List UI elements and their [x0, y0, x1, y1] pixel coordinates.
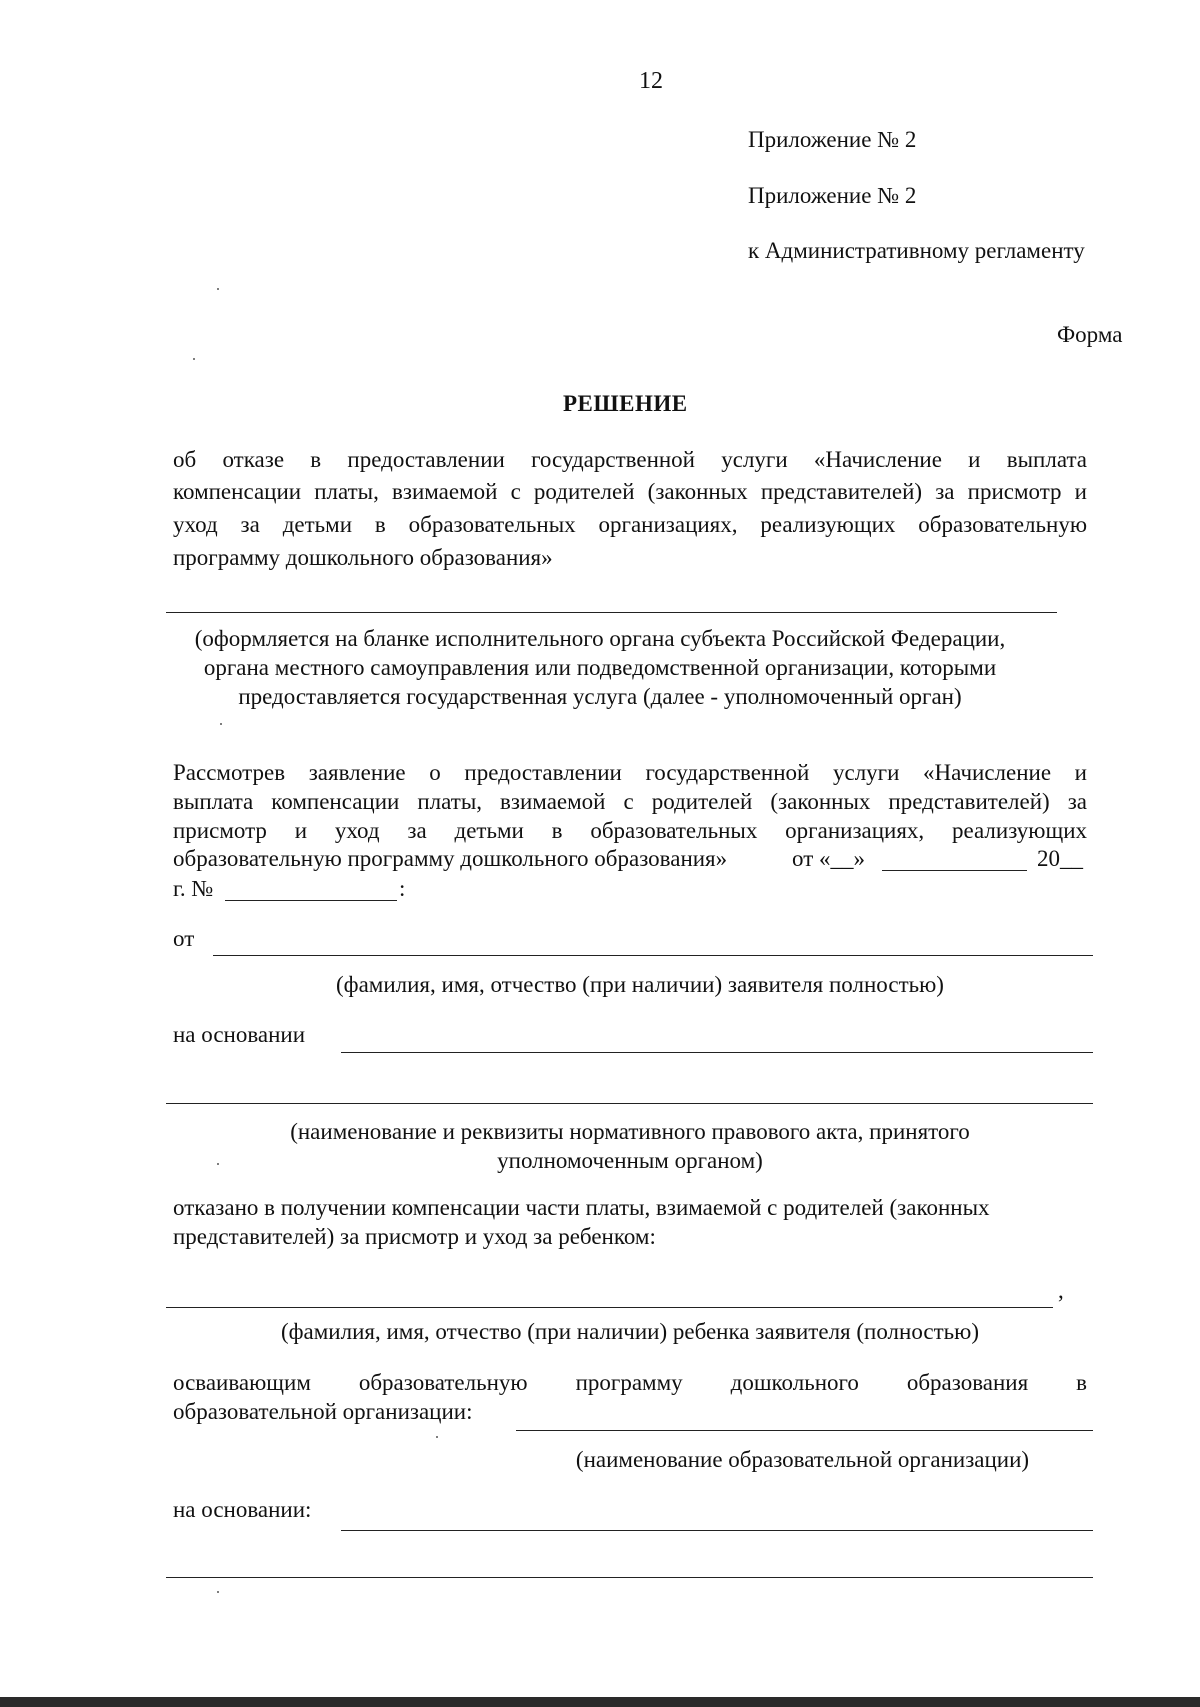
reg-number-colon: : [399, 876, 406, 901]
basis2-line-2 [166, 1577, 1093, 1578]
page-number: 12 [639, 68, 663, 94]
org-name-line [516, 1430, 1093, 1431]
subject-line-4: программу дошкольного образования» [173, 545, 553, 570]
letterhead-note-2: органа местного самоуправления или подведомственной организации, которыми [203, 655, 997, 680]
form-label: Форма [1057, 322, 1123, 347]
scan-speck [436, 1436, 438, 1438]
appendix-line-1: Приложение № 2 [748, 127, 917, 152]
subject-line-3: уход за детьми в образовательных организациях, реализующих образовательную [173, 512, 1087, 537]
basis-label-2: на основании: [173, 1497, 312, 1522]
mastering-line-2: образовательной организации: [173, 1399, 473, 1424]
appendix-line-3: к Административному регламенту [748, 238, 1085, 263]
child-name-line [166, 1307, 1053, 1308]
considered-line-1: Рассмотрев заявление о предоставлении государственной услуги «Начисление и [173, 760, 1087, 785]
scan-speck [193, 358, 195, 360]
scan-speck [220, 723, 222, 725]
child-comma: , [1058, 1278, 1064, 1303]
basis-line-2 [166, 1103, 1093, 1104]
date-from: от «__» [792, 846, 865, 871]
date-month-blank [882, 870, 1027, 871]
scan-speck [217, 1591, 219, 1593]
act-caption-1: (наименование и реквизиты нормативного правового акта, принятого [290, 1119, 970, 1144]
from-label: от [173, 926, 195, 951]
scan-speck [217, 288, 219, 290]
letterhead-note-1: (оформляется на бланке исполнительного органа субъекта Российской Федерации, [194, 626, 1006, 651]
reg-number-blank [225, 900, 397, 901]
document-title: РЕШЕНИЕ [563, 391, 688, 416]
refused-line-1: отказано в получении компенсации части платы, взимаемой с родителей (законных [173, 1195, 990, 1220]
basis-label: на основании [173, 1022, 306, 1047]
basis-line-1 [341, 1052, 1093, 1053]
scan-speck [217, 1163, 219, 1165]
applicant-caption: (фамилия, имя, отчество (при наличии) заявителя полностью) [336, 972, 944, 997]
considered-line-3: присмотр и уход за детьми в образовательных организациях, реализующих [173, 818, 1087, 843]
letterhead-line [166, 612, 1057, 613]
mastering-line-1: осваивающим образовательную программу дошкольного образования в [173, 1370, 1087, 1395]
act-caption-2: уполномоченным органом) [497, 1148, 763, 1173]
considered-line-4: образовательную программу дошкольного образования» [173, 846, 728, 871]
refused-line-2: представителей) за присмотр и уход за ребенком: [173, 1224, 656, 1249]
applicant-name-line [213, 955, 1093, 956]
subject-line-1: об отказе в предоставлении государственной услуги «Начисление и выплата [173, 447, 1087, 472]
reg-number-label: г. № [173, 876, 214, 901]
basis2-line-1 [341, 1530, 1093, 1531]
scan-bottom-edge [0, 1697, 1200, 1707]
date-year-prefix: 20__ [1037, 846, 1083, 871]
subject-line-2: компенсации платы, взимаемой с родителей (законных представителей) за присмотр и [173, 479, 1087, 504]
child-caption: (фамилия, имя, отчество (при наличии) ребенка заявителя (полностью) [280, 1319, 979, 1344]
org-caption: (наименование образовательной организации) [575, 1447, 1030, 1472]
letterhead-note-3: предоставляется государственная услуга (далее - уполномоченный орган) [238, 684, 962, 709]
appendix-line-2: Приложение № 2 [748, 183, 917, 208]
considered-line-2: выплата компенсации платы, взимаемой с родителей (законных представителей) за [173, 789, 1087, 814]
